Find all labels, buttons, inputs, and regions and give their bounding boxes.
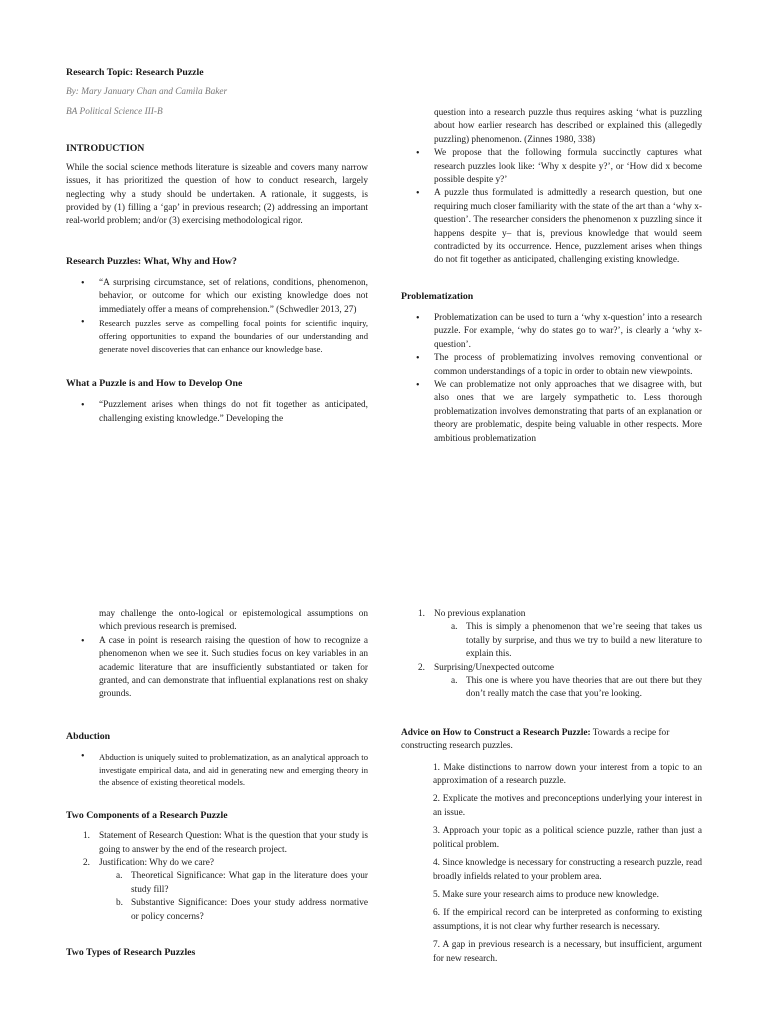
list-item: • Abduction is uniquely suited to problematization, as an analytical approach to investigate empirical data, and aid in generating new and emerging theory in the absence of existing theoretical models. [66, 751, 368, 789]
list-item: • We propose that the following formula succinctly captures what research puzzles look like: ‘Why x despite y?’, or ‘How did x become possible despite y?’ [401, 147, 702, 187]
left-column-bottom [66, 608, 368, 959]
list-item: 2. Justification: Why do we care? a. Theoretical Significance: What gap in the literature does your study fill? b. Substantive Significance: Does your study address normative or policy concerns? [66, 857, 368, 924]
types-sublist [434, 621, 702, 661]
advice-list [401, 762, 702, 966]
list-item: 5. Make sure your research aims to produce new knowledge. [433, 889, 659, 900]
types-heading: Two Types of Research Puzzles [66, 947, 196, 959]
problematization-list [401, 312, 702, 446]
list-item: 4. Since knowledge is necessary for constructing a research puzzle, read broadly infields related to your problem area. [433, 858, 702, 882]
what-why-how-heading: Research Puzzles: What, Why and How? [66, 255, 237, 267]
components-sublist [99, 870, 368, 924]
list-item: • The process of problematizing involves removing conventional or common understandings of a topic in order to obtain new viewpoints. [401, 352, 702, 379]
develop-continuation-list [401, 107, 702, 268]
list-item: • Problematization can be used to turn a ‘why x-question’ into a research puzzle. For example, ‘why do states go to war?’, is clearly a ‘why x-question’. [401, 312, 702, 352]
list-item: • Research puzzles serve as compelling focal points for scientific inquiry, offering opportunities to expand the boundaries of our understanding and generate novel discoveries that can enhance our knowledge base. [66, 317, 368, 355]
authors-line: By: Mary January Chan and Camila Baker [66, 87, 228, 97]
list-item: a. Theoretical Significance: What gap in the literature does your study fill? [116, 871, 368, 895]
problematization-list-cont [66, 635, 368, 702]
list-item: 3. Approach your topic as a political science puzzle, rather than just a political problem. [433, 826, 702, 850]
develop-list [66, 399, 368, 426]
advice-heading: Advice on How to Construct a Research Puzzle: [401, 727, 591, 738]
doc-title: Research Topic: Research Puzzle [66, 67, 204, 78]
list-item-continuation [401, 107, 702, 147]
components-list [66, 830, 368, 924]
list-item: 2. Surprising/Unexpected outcome a. This one is where you have theories that are out there but they don’t really match the case that you’re looking. [401, 662, 702, 702]
right-column-bottom [401, 608, 702, 971]
right-column-top [401, 107, 702, 446]
list-item: 1. No previous explanation a. This is simply a phenomenon that we’re seeing that takes us totally by surprise, and thus we try to build a new literature to explain this. [401, 608, 702, 662]
list-item: b. Substantive Significance: Does your study address normative or policy concerns? [116, 898, 368, 922]
types-list [401, 608, 702, 702]
problematization-heading: Problematization [401, 290, 474, 302]
list-item: 1. Make distinctions to narrow down your interest from a topic to an approximation of a research puzzle. [433, 762, 702, 787]
list-item: a. This is simply a phenomenon that we’re seeing that takes us totally by surprise, and thus we try to build a new literature to explain this. [451, 622, 702, 660]
abduction-heading: Abduction [66, 730, 111, 742]
problematization-continuation: may challenge the onto-logical or epistemological assumptions on which previous research is premised. [99, 609, 368, 633]
list-item: • “Puzzlement arises when things do not fit together as anticipated, challenging existing knowledge.” Developing the [66, 399, 368, 426]
list-item: 2. Explicate the motives and preconceptions underlying your interest in an issue. [433, 794, 702, 818]
list-item: • A puzzle thus formulated is admittedly a research question, but one requiring much closer familiarity with the state of the art than a ‘why x-question’. The researcher considers the phenomenon x puzzling since it happens despite y– that is, previous knowledge that would seem contradicted by its occurrence. Hence, puzzlement arises when things do not fit together as anticipated, challenging existing knowledge. [401, 187, 702, 267]
list-item: 6. If the empirical record can be interpreted as conforming to existing assumptions, it is not clear why further research is necessary. [433, 908, 702, 932]
list-item: • We can problematize not only approaches that we disagree with, but also ones that we are largely sympathetic to. Less thorough problematization involves demonstrating that parts of an explanation or theory are problematic, despite being valuable in other respects. More ambitious problematization [401, 379, 702, 446]
components-heading: Two Components of a Research Puzzle [66, 810, 228, 822]
list-item: a. This one is where you have theories that are out there but they don’t really match the case that you’re looking. [451, 676, 702, 700]
program-line: BA Political Science III-B [66, 107, 163, 118]
advice-intro-text: Towards a recipe for constructing research puzzles. [401, 727, 670, 752]
intro-heading: INTRODUCTION [66, 142, 145, 154]
develop-heading: What a Puzzle is and How to Develop One [66, 378, 243, 390]
develop-continuation: question into a research puzzle thus requires asking ‘what is puzzling about how earlier research has described or explained this (allegedly puzzling) phenomenon. (Zinnes 1980, 338) [434, 108, 702, 145]
list-item: • A case in point is research raising the question of how to recognize a phenomenon when we see it. Such studies focus on key variables in an academic literature that are insufficiently substantiated or taken for granted, and can demonstrate that influential explanations rest on shaky grounds. [66, 635, 368, 702]
types-sublist [434, 675, 702, 702]
advice-intro [401, 727, 702, 754]
list-item: 1. Statement of Research Question: What is the question that your study is going to answer by the end of the research project. [83, 831, 368, 855]
what-why-how-list [66, 277, 368, 356]
left-column-top [66, 66, 368, 426]
intro-paragraph: While the social science methods literature is sizeable and covers many narrow issues, it has prioritized the question of how to conduct research, largely neglecting why a study should be undertaken. A rationale, it suggests, is provided by (1) filling a ‘gap’ in previous research; (2) addressing an important real-world problem; and/or (3) exercising methodological rigor. [66, 162, 368, 227]
abduction-list [66, 751, 368, 789]
list-item: 7. A gap in previous research is a necessary, but insufficient, argument for new research. [433, 940, 702, 964]
list-item: • “A surprising circumstance, set of relations, conditions, phenomenon, behavior, or outcome for which our existing knowledge does not immediately offer a means of comprehension.” (Schwedler 2013, 27) [66, 277, 368, 317]
